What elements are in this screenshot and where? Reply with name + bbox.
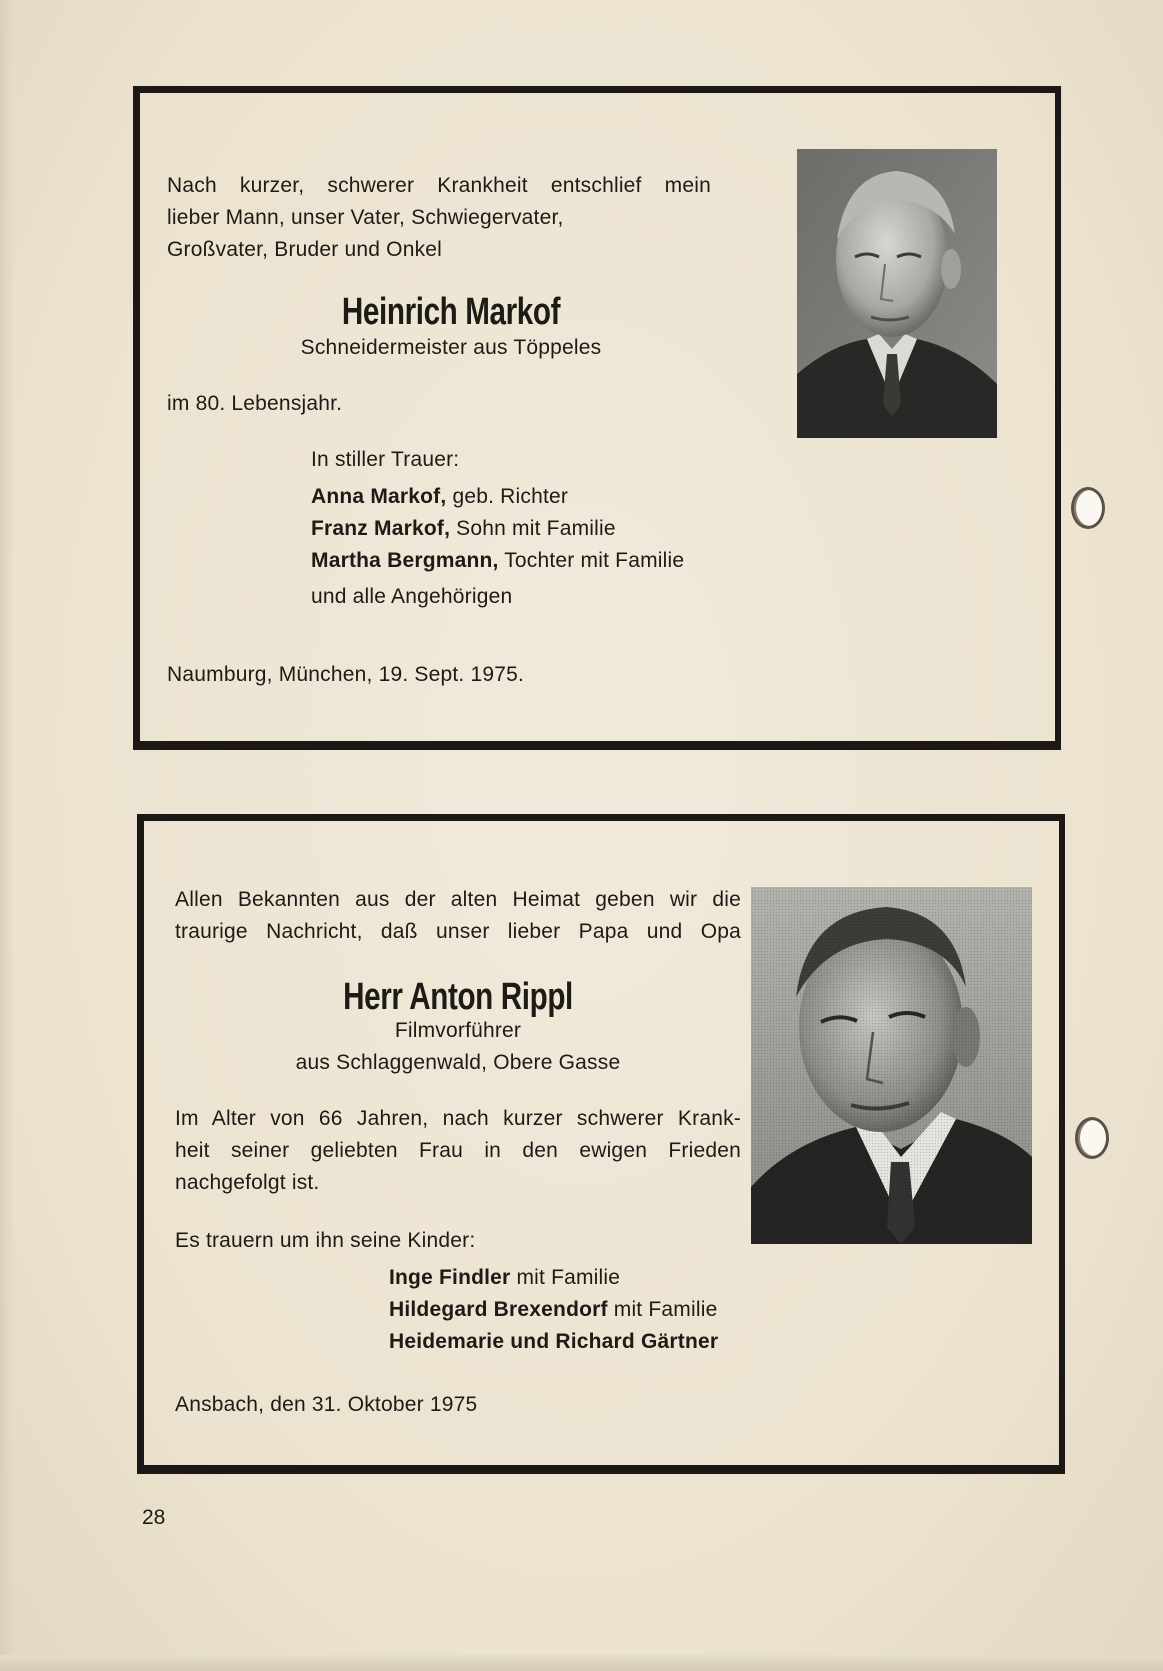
notice-2-occupation: Filmvorführer	[394, 1019, 522, 1042]
notice-2-intro-line-1: Allen Bekannten aus der alten Heimat geben wir die	[175, 888, 741, 911]
notice-1-deceased-name: Heinrich Markof	[341, 291, 561, 333]
mourner-name: Hildegard Brexendorf	[389, 1298, 608, 1321]
notice-1-mourner-2	[311, 513, 616, 545]
page-number: 28	[142, 1506, 166, 1529]
page-edge-shadow	[0, 0, 14, 1671]
mourner-relation: mit Familie	[607, 1298, 718, 1321]
punch-hole	[1075, 1117, 1109, 1159]
notice-1-place-date: Naumburg, München, 19. Sept. 1975.	[167, 663, 525, 686]
notice-2-body-line-2: heit seiner geliebten Frau in den ewigen Frieden	[175, 1139, 741, 1162]
mourner-relation: geb. Richter	[446, 485, 569, 508]
notice-2-mourner-2	[389, 1294, 717, 1326]
mourner-name: Heidemarie und Richard Gärtner	[389, 1330, 719, 1353]
notice-2-mourner-3	[389, 1326, 718, 1358]
notice-2-mourner-1	[389, 1262, 620, 1294]
portrait-photo-markof	[797, 149, 997, 438]
notice-2-body-line-3: nachgefolgt ist.	[175, 1171, 320, 1194]
notice-1-mourner-1	[311, 481, 568, 513]
notice-2-deceased-name: Herr Anton Rippl	[343, 976, 573, 1018]
mourner-name: Franz Markof,	[311, 517, 451, 540]
notice-1-age: im 80. Lebensjahr.	[167, 392, 343, 415]
notice-1-closing: und alle Angehörigen	[311, 585, 513, 608]
notice-1-intro-line-1: Nach kurzer, schwerer Krankheit entschlief mein	[167, 174, 711, 197]
notice-2-body-line-1: Im Alter von 66 Jahren, nach kurzer schwerer Krank-	[175, 1107, 741, 1130]
notice-2-place-date: Ansbach, den 31. Oktober 1975	[175, 1393, 478, 1416]
notice-2-origin: aus Schlaggenwald, Obere Gasse	[295, 1051, 621, 1074]
punch-hole	[1071, 487, 1105, 529]
mourner-name: Anna Markof,	[311, 485, 447, 508]
notice-1-mourning-heading: In stiller Trauer:	[311, 448, 460, 471]
portrait-photo-rippl	[751, 887, 1032, 1244]
notice-2-mourning-heading: Es trauern um ihn seine Kinder:	[175, 1229, 476, 1252]
mourner-relation: Sohn mit Familie	[450, 517, 616, 540]
notice-1-occupation: Schneidermeister aus Töppeles	[300, 336, 602, 359]
mourner-relation: Tochter mit Familie	[498, 549, 685, 572]
mourner-relation: mit Familie	[510, 1266, 621, 1289]
page-bottom-edge	[0, 1655, 1163, 1671]
notice-1-intro-line-2: lieber Mann, unser Vater, Schwiegervater,	[167, 206, 564, 229]
notice-1-mourner-3	[311, 545, 684, 577]
mourner-name: Martha Bergmann,	[311, 549, 499, 572]
notice-2-intro-line-2: traurige Nachricht, daß unser lieber Papa und Opa	[175, 920, 741, 943]
notice-1-intro-line-3: Großvater, Bruder und Onkel	[167, 238, 443, 261]
mourner-name: Inge Findler	[389, 1266, 511, 1289]
